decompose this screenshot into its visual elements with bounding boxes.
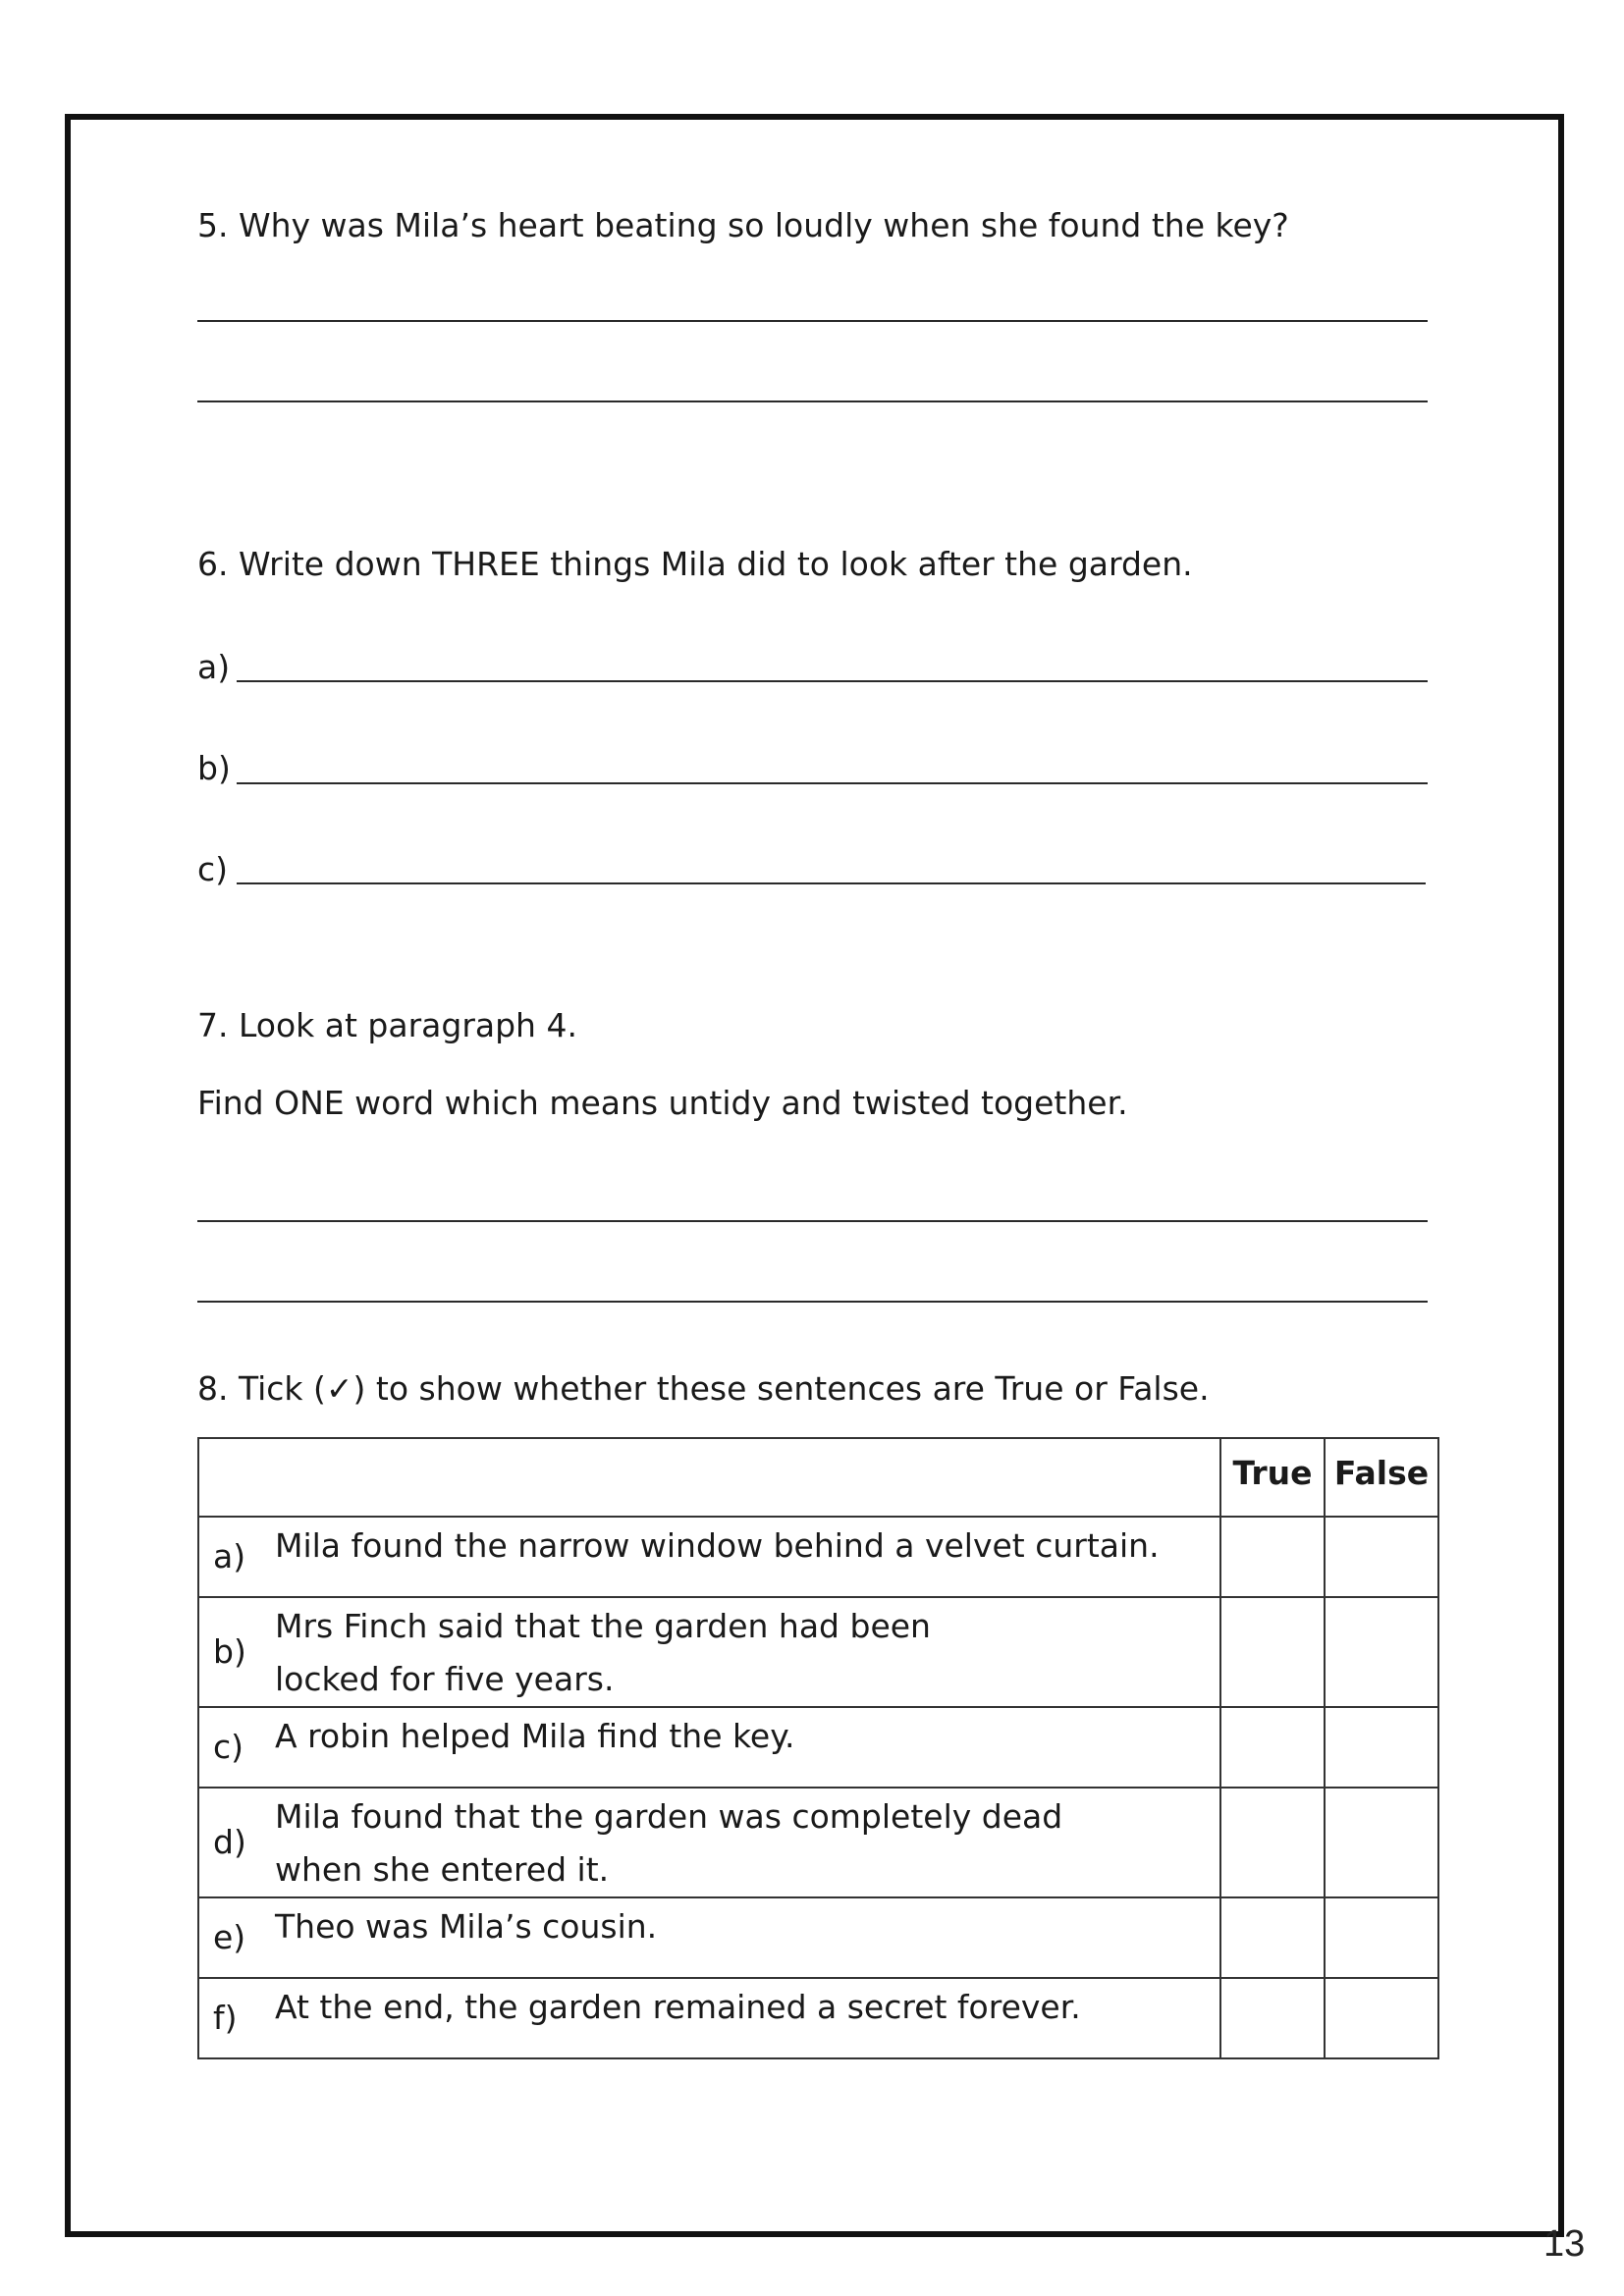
true-tick-box[interactable] [1220, 1978, 1325, 2058]
false-tick-box[interactable] [1325, 1707, 1438, 1788]
q6-label-b: b) [197, 749, 231, 787]
true-tick-box[interactable] [1220, 1788, 1325, 1897]
row-statement: A robin helped Mila find the key. [275, 1707, 1220, 1788]
table-header-row [198, 1438, 1438, 1517]
false-tick-box[interactable] [1325, 1897, 1438, 1978]
false-tick-box[interactable] [1325, 1597, 1438, 1707]
row-letter: c) [198, 1707, 275, 1788]
table-header-false: False [1325, 1438, 1438, 1517]
q5-answer-line-2[interactable] [197, 400, 1428, 402]
false-tick-box[interactable] [1325, 1517, 1438, 1597]
q6-answer-line-c[interactable] [237, 882, 1426, 884]
row-letter: b) [198, 1597, 275, 1707]
q5-answer-line-1[interactable] [197, 320, 1428, 322]
table-row [198, 1597, 1438, 1707]
question-7-instruction: Find ONE word which means untidy and twisted together. [197, 1084, 1128, 1122]
row-statement: Mila found the narrow window behind a velvet curtain. [275, 1517, 1220, 1597]
q6-label-c: c) [197, 850, 229, 888]
q6-label-a: a) [197, 648, 231, 686]
page-number: 13 [1543, 2223, 1586, 2265]
row-letter: f) [198, 1978, 275, 2058]
question-5-text: 5. Why was Mila’s heart beating so loudly when she found the key? [197, 206, 1289, 244]
question-7-text: 7. Look at paragraph 4. [197, 1006, 577, 1044]
row-letter: e) [198, 1897, 275, 1978]
q7-answer-line-1[interactable] [197, 1220, 1428, 1222]
table-row [198, 1978, 1438, 2058]
row-letter: d) [198, 1788, 275, 1897]
table-row [198, 1517, 1438, 1597]
q7-answer-line-2[interactable] [197, 1301, 1428, 1303]
row-statement: Theo was Mila’s cousin. [275, 1897, 1220, 1978]
table-header-blank [198, 1438, 1220, 1517]
table-row [198, 1788, 1438, 1897]
true-tick-box[interactable] [1220, 1707, 1325, 1788]
true-false-table [197, 1437, 1439, 2059]
table-row [198, 1707, 1438, 1788]
row-letter: a) [198, 1517, 275, 1597]
false-tick-box[interactable] [1325, 1788, 1438, 1897]
true-tick-box[interactable] [1220, 1517, 1325, 1597]
q6-answer-line-b[interactable] [237, 782, 1428, 784]
table-header-true: True [1220, 1438, 1325, 1517]
true-tick-box[interactable] [1220, 1897, 1325, 1978]
q6-answer-line-a[interactable] [237, 680, 1428, 682]
row-statement: Mrs Finch said that the garden had been locked for five years. [275, 1597, 1220, 1707]
question-6-text: 6. Write down THREE things Mila did to look after the garden. [197, 545, 1193, 583]
false-tick-box[interactable] [1325, 1978, 1438, 2058]
row-statement: At the end, the garden remained a secret forever. [275, 1978, 1220, 2058]
true-tick-box[interactable] [1220, 1597, 1325, 1707]
question-8-text: 8. Tick (✓) to show whether these sentences are True or False. [197, 1369, 1210, 1408]
row-statement: Mila found that the garden was completely dead when she entered it. [275, 1788, 1220, 1897]
table-row [198, 1897, 1438, 1978]
